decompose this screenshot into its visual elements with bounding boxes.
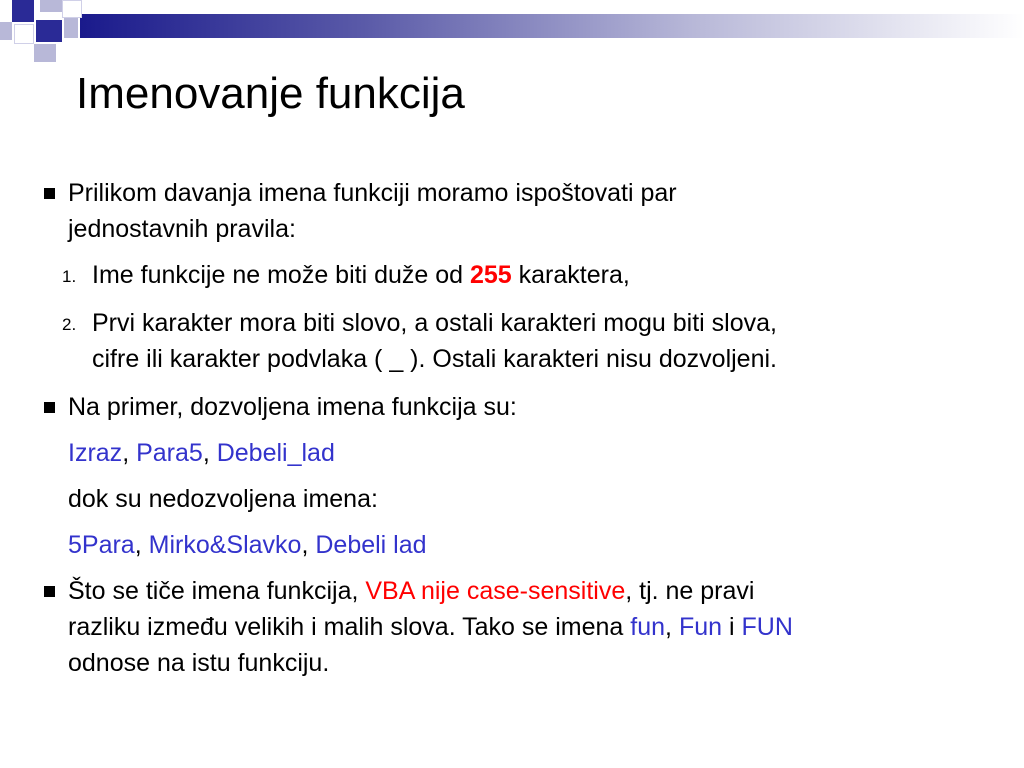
example-word: fun — [630, 613, 666, 641]
rule2-line2: cifre ili karakter podvlaka ( _ ). Ostali karakteri nisu dozvoljeni. — [92, 345, 777, 373]
separator: , — [134, 531, 149, 559]
rule1-number: 1. — [62, 267, 77, 286]
invalid-label: dok su nedozvoljena imena: — [68, 485, 378, 513]
bullet3-line2-pre: razliku između velikih i malih slova. Tako se imena — [68, 613, 631, 641]
separator: , — [665, 613, 679, 641]
bullet3-line1 — [68, 574, 754, 608]
valid-names — [68, 436, 335, 470]
invalid-name: Debeli lad — [315, 531, 427, 559]
bullet-marker — [44, 402, 55, 413]
bullet3-post: , tj. ne pravi — [625, 577, 755, 605]
separator: i — [722, 613, 742, 641]
bullet-marker — [44, 586, 55, 597]
rule2-line1: Prvi karakter mora biti slovo, a ostali karakteri mogu biti slova, — [92, 309, 777, 337]
bullet2-text: Na primer, dozvoljena imena funkcija su: — [68, 393, 517, 421]
deco-square-8 — [34, 44, 56, 62]
example-word: Fun — [678, 613, 723, 641]
deco-square-7 — [64, 18, 78, 38]
slide-title: Imenovanje funkcija — [76, 69, 465, 118]
deco-square-5 — [14, 24, 34, 44]
deco-square-4 — [0, 22, 12, 40]
separator: , — [122, 439, 137, 467]
rule2-number: 2. — [62, 315, 77, 334]
bullet3-line3: odnose na istu funkciju. — [68, 649, 330, 677]
header-gradient-bar — [80, 14, 1024, 38]
deco-square-2 — [40, 0, 62, 12]
bullet-marker — [44, 188, 55, 199]
rule1-text — [92, 258, 630, 292]
invalid-name: 5Para — [68, 531, 135, 559]
valid-name: Debeli_lad — [216, 439, 335, 467]
bullet1-line1: Prilikom davanja imena funkciji moramo ispoštovati par — [68, 179, 677, 207]
rule1-pre: Ime funkcije ne može biti duže od — [92, 261, 470, 289]
rule1-highlight: 255 — [469, 261, 512, 289]
bullet3-highlight: VBA nije case-sensitive — [365, 577, 626, 605]
rule1-post: karaktera, — [511, 261, 630, 289]
invalid-name: Mirko&Slavko — [148, 531, 302, 559]
separator: , — [301, 531, 316, 559]
separator: , — [202, 439, 217, 467]
invalid-names — [68, 528, 427, 562]
valid-name: Izraz — [68, 439, 123, 467]
example-word: FUN — [741, 613, 793, 641]
bullet3-line2 — [68, 610, 793, 644]
valid-name: Para5 — [136, 439, 203, 467]
deco-square-3 — [62, 0, 82, 18]
bullet1-line2: jednostavnih pravila: — [68, 215, 296, 243]
deco-square-1 — [12, 0, 34, 22]
deco-square-6 — [36, 20, 62, 42]
bullet3-pre: Što se tiče imena funkcija, — [68, 577, 366, 605]
